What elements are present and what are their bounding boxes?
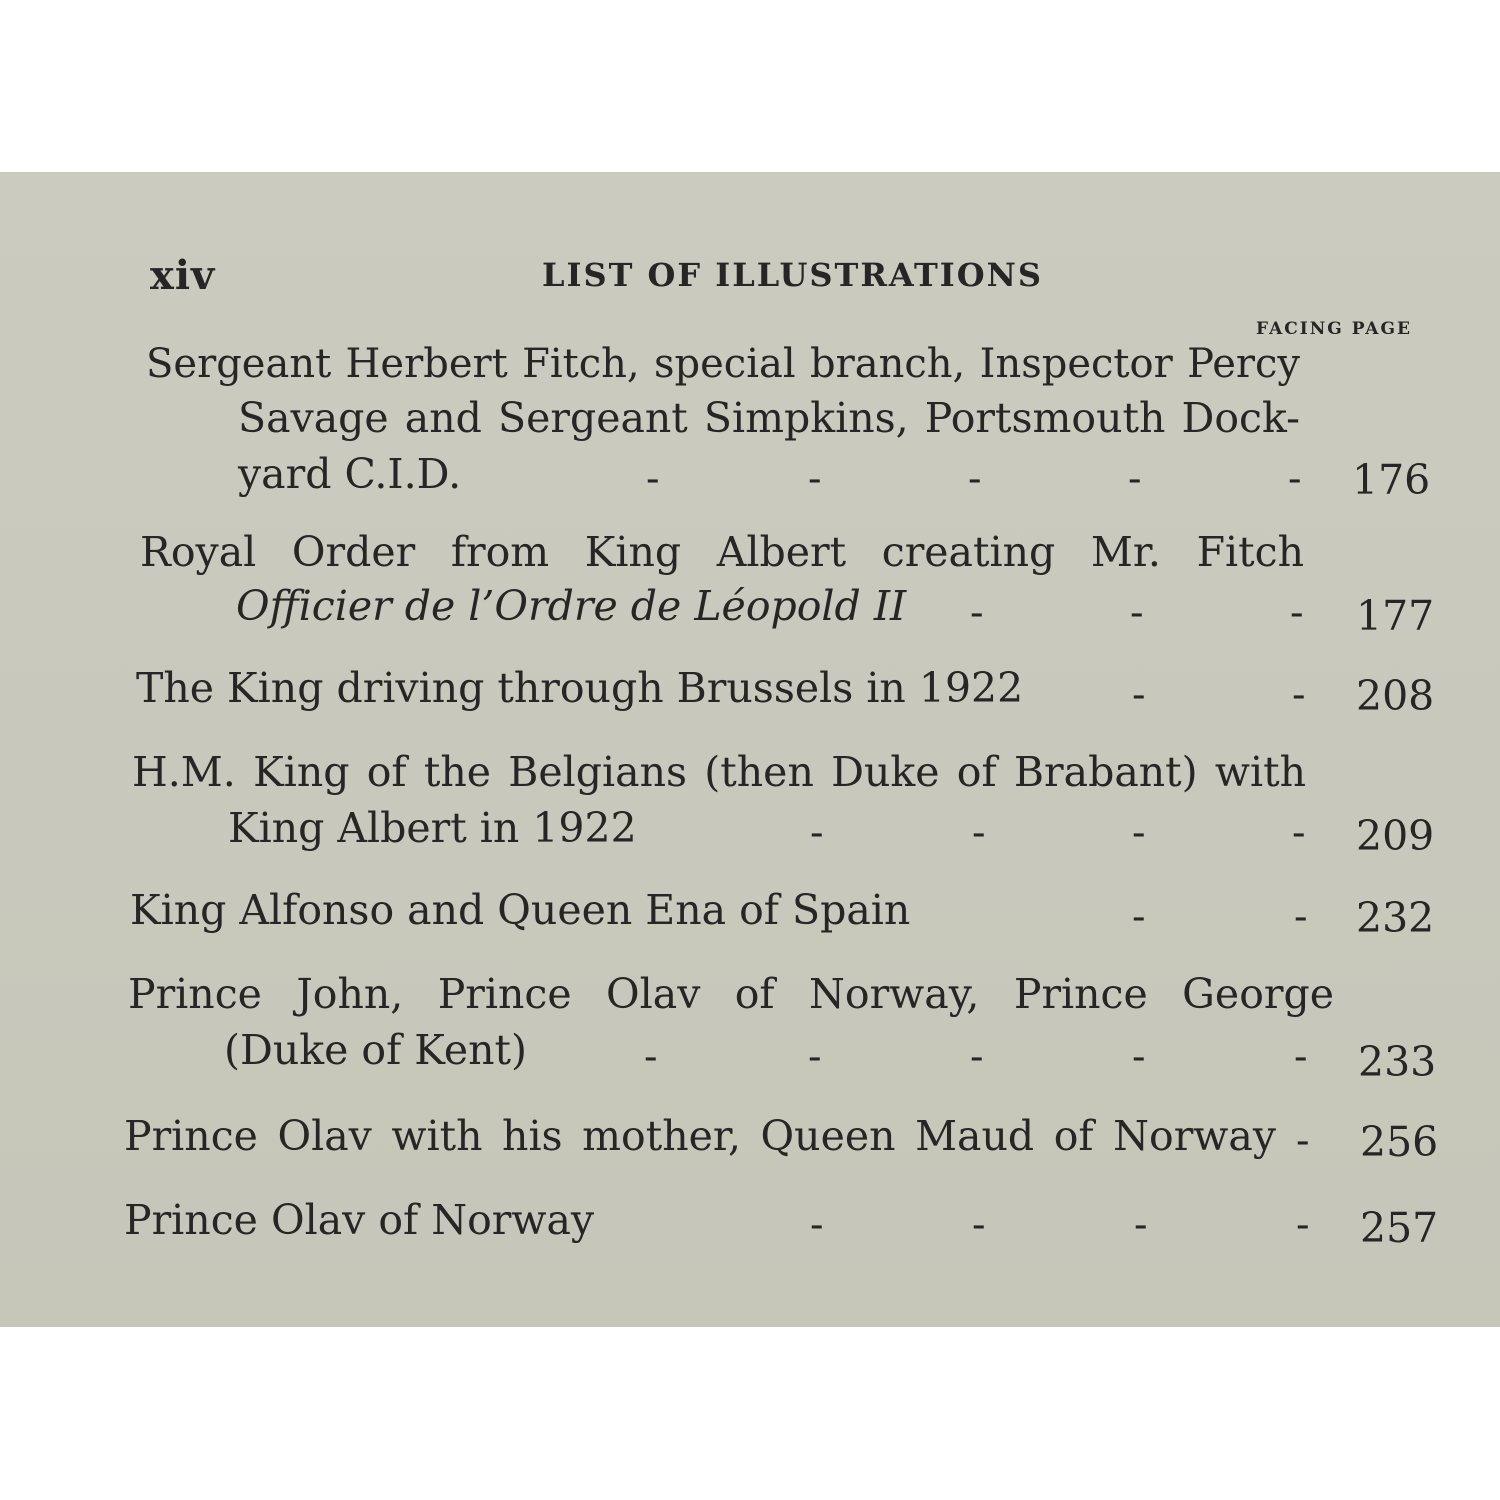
- leader-dash: -: [1130, 590, 1144, 636]
- entry-4-line-2: King Albert in 1922: [228, 804, 637, 852]
- leader-dash: -: [1294, 1034, 1308, 1080]
- page-number: xiv: [150, 252, 216, 299]
- leader-dash: -: [1132, 894, 1146, 940]
- entry-2-line-2: Officier de l’Ordre de Léopold II: [236, 582, 907, 630]
- entry-6-line-1: Prince John, Prince Olav of Norway, Prince George: [128, 970, 1334, 1018]
- page-title: LIST OF ILLUSTRATIONS: [542, 256, 1043, 294]
- leader-dash: -: [808, 1034, 822, 1080]
- leader-dash: -: [1132, 672, 1146, 718]
- entry-4-line-1: H.M. King of the Belgians (then Duke of Brabant) with: [132, 748, 1306, 796]
- leader-dash: -: [1296, 1118, 1310, 1164]
- entry-1-line-1: Sergeant Herbert Fitch, special branch, Inspector Percy: [146, 341, 1300, 387]
- leader-dash: -: [810, 810, 824, 856]
- entry-2-line-1: Royal Order from King Albert creating Mr. Fitch: [140, 528, 1304, 576]
- entry-8-page: 257: [1360, 1204, 1439, 1252]
- leader-dash: -: [970, 1034, 984, 1080]
- entry-5-line-1: King Alfonso and Queen Ena of Spain: [130, 886, 911, 934]
- entry-6-page: 233: [1358, 1038, 1437, 1086]
- leader-dash: -: [972, 810, 986, 856]
- leader-dash: -: [972, 1202, 986, 1248]
- leader-dash: -: [1296, 1202, 1310, 1248]
- entry-8-line-1: Prince Olav of Norway: [124, 1196, 595, 1244]
- entry-1-page: 176: [1352, 456, 1431, 504]
- leader-dash: -: [1132, 1034, 1146, 1080]
- leader-dash: -: [970, 590, 984, 636]
- leader-dash: -: [1132, 810, 1146, 856]
- leader-dash: -: [644, 1034, 658, 1080]
- leader-dash: -: [810, 1202, 824, 1248]
- entry-3-page: 208: [1356, 672, 1435, 720]
- entry-1-line-3: yard C.I.D.: [238, 450, 462, 498]
- facing-page-label: FACING PAGE: [1256, 319, 1412, 339]
- book-page-photo: [0, 172, 1500, 1327]
- leader-dash: -: [1292, 672, 1306, 718]
- leader-dash: -: [1288, 456, 1302, 502]
- entry-3-line-1: The King driving through Brussels in 1922: [136, 664, 1024, 712]
- entry-7-line-1: Prince Olav with his mother, Queen Maud of Norway: [124, 1112, 1276, 1160]
- leader-dash: -: [1294, 894, 1308, 940]
- entry-2-page: 177: [1356, 592, 1435, 640]
- entry-4-page: 209: [1356, 812, 1435, 860]
- entry-7-page: 256: [1360, 1118, 1439, 1166]
- leader-dash: -: [646, 456, 660, 502]
- leader-dash: -: [808, 456, 822, 502]
- leader-dash: -: [1292, 810, 1306, 856]
- entry-5-page: 232: [1356, 894, 1435, 942]
- leader-dash: -: [1134, 1202, 1148, 1248]
- leader-dash: -: [1128, 456, 1142, 502]
- leader-dash: -: [1290, 590, 1304, 636]
- entry-6-line-2: (Duke of Kent): [224, 1026, 527, 1074]
- entry-1-line-2: Savage and Sergeant Simpkins, Portsmouth Dock-: [238, 394, 1300, 442]
- leader-dash: -: [968, 456, 982, 502]
